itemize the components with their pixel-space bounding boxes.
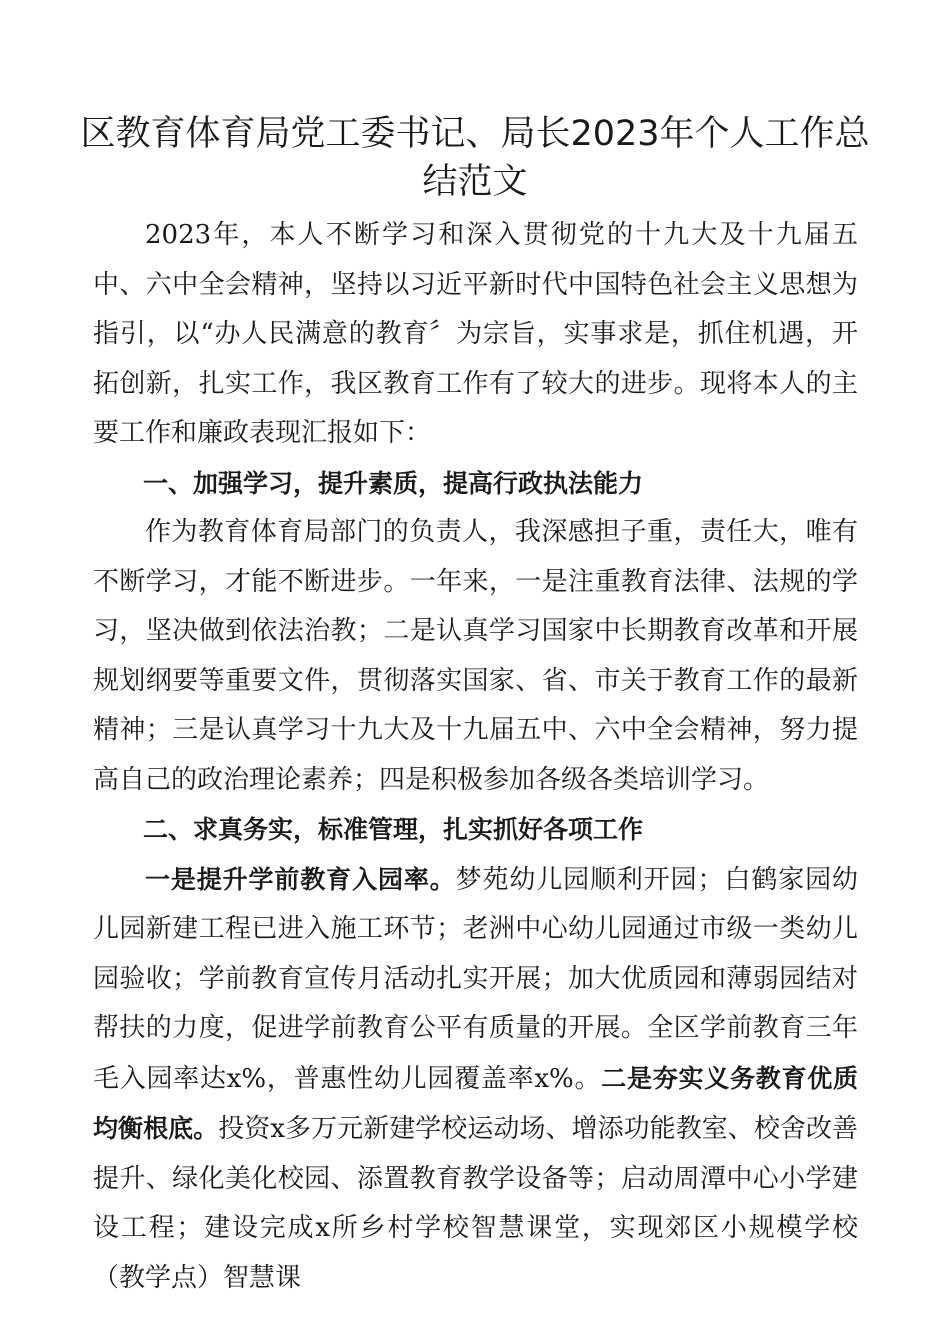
item-2-body: 投资x多万元新建学校运动场、增添功能教室、校舍改善提升、绿化美化校园、添置教育教学设备等；启动周潭中心小学建设工程；建设完成x所乡村学校智慧课堂，实现郊区小规模学校（教学点）智慧课 [93,1114,858,1293]
section-1-heading: 一、加强学习，提升素质，提高行政执法能力 [143,468,644,498]
item-1-lead: 一是提升学前教育入园率。 [145,864,456,894]
document-body [93,211,858,1303]
item-2-lead: 二是夯实义务教育优质均衡根底。 [93,1063,858,1143]
section-1-paragraph: 作为教育体育局部门的负责人，我深感担子重，责任大，唯有不断学习，才能不断进步。一年来，一是注重教育法律、法规的学习，坚决做到依法治教；二是认真学习国家中长期教育改革和开展规划纲要等重要文件，贯彻落实国家、省、市关于教育工作的最新精神；三是认真学习十九大及十九届五中、六中全会精神，努力提高自己的政治理论素养；四是积极参加各级各类培训学习。 [93,517,858,795]
section-2-paragraph [93,855,858,1304]
item-1-body: 梦苑幼儿园顺利开园；白鹤家园幼儿园新建工程已进入施工环节；老洲中心幼儿园通过市级一类幼儿园验收；学前教育宣传月活动扎实开展；加大优质园和薄弱园结对帮扶的力度，促进学前教育公平有质量的开展。全区学前教育三年毛入园率达x%，普惠性幼儿园覆盖率x%。 [93,864,858,1094]
section-2-heading: 二、求真务实，标准管理，扎实抓好各项工作 [143,815,644,844]
intro-paragraph: 2023年，本人不断学习和深入贯彻党的十九大及十九届五中、六中全会精神，坚持以习近平新时代中国特色社会主义思想为指引，以“办人民满意的教育〞为宗旨，实事求是，抓住机遇，开拓创新，扎实工作，我区教育工作有了较大的进步。现将本人的主要工作和廉政表现汇报如下： [93,220,858,448]
document-title: 区教育体育局党工委书记、局长2023年个人工作总结范文 [80,114,870,202]
